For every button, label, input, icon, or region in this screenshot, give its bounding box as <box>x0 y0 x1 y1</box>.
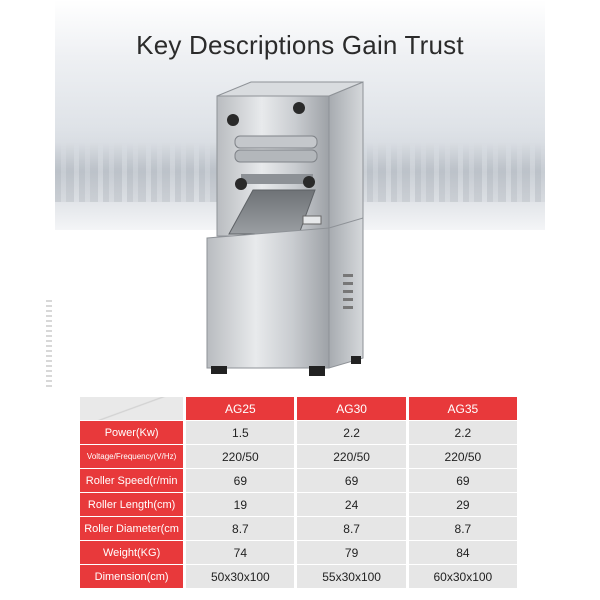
table-cell: 69 <box>406 469 517 492</box>
table-corner-cell <box>80 397 183 420</box>
model-header: AG30 <box>294 397 405 420</box>
table-cell: 19 <box>183 493 294 516</box>
table-cell: 55x30x100 <box>294 565 405 588</box>
table-cell: 69 <box>183 469 294 492</box>
table-row <box>80 469 517 492</box>
table-cell: 74 <box>183 541 294 564</box>
table-cell: 60x30x100 <box>406 565 517 588</box>
table-row <box>80 565 517 588</box>
table-cell: 8.7 <box>406 517 517 540</box>
table-cell: 220/50 <box>406 445 517 468</box>
model-header: AG25 <box>183 397 294 420</box>
table-cell: 220/50 <box>183 445 294 468</box>
page-title: Key Descriptions Gain Trust <box>136 30 464 60</box>
table-row <box>80 421 517 444</box>
table-cell: 220/50 <box>294 445 405 468</box>
row-label: Dimension(cm) <box>80 565 183 588</box>
table-cell: 29 <box>406 493 517 516</box>
noodle-press-machine-image <box>195 78 390 388</box>
model-header: AG35 <box>406 397 517 420</box>
table-row <box>80 493 517 516</box>
table-cell: 8.7 <box>294 517 405 540</box>
table-header-row <box>80 397 517 420</box>
table-row <box>80 541 517 564</box>
row-label: Weight(KG) <box>80 541 183 564</box>
row-label: Power(Kw) <box>80 421 183 444</box>
table-row <box>80 517 517 540</box>
table-cell: 1.5 <box>183 421 294 444</box>
table-cell: 84 <box>406 541 517 564</box>
table-cell: 24 <box>294 493 405 516</box>
side-decoration <box>46 300 52 390</box>
row-label: Roller Diameter(cm <box>80 517 183 540</box>
row-label: Voltage/Frequency(V/Hz) <box>80 445 183 468</box>
table-cell: 2.2 <box>406 421 517 444</box>
table-cell: 8.7 <box>183 517 294 540</box>
table-cell: 79 <box>294 541 405 564</box>
row-label: Roller Length(cm) <box>80 493 183 516</box>
table-cell: 50x30x100 <box>183 565 294 588</box>
row-label: Roller Speed(r/min <box>80 469 183 492</box>
table-cell: 2.2 <box>294 421 405 444</box>
table-cell: 69 <box>294 469 405 492</box>
table-row <box>80 445 517 468</box>
specification-table <box>80 396 517 589</box>
